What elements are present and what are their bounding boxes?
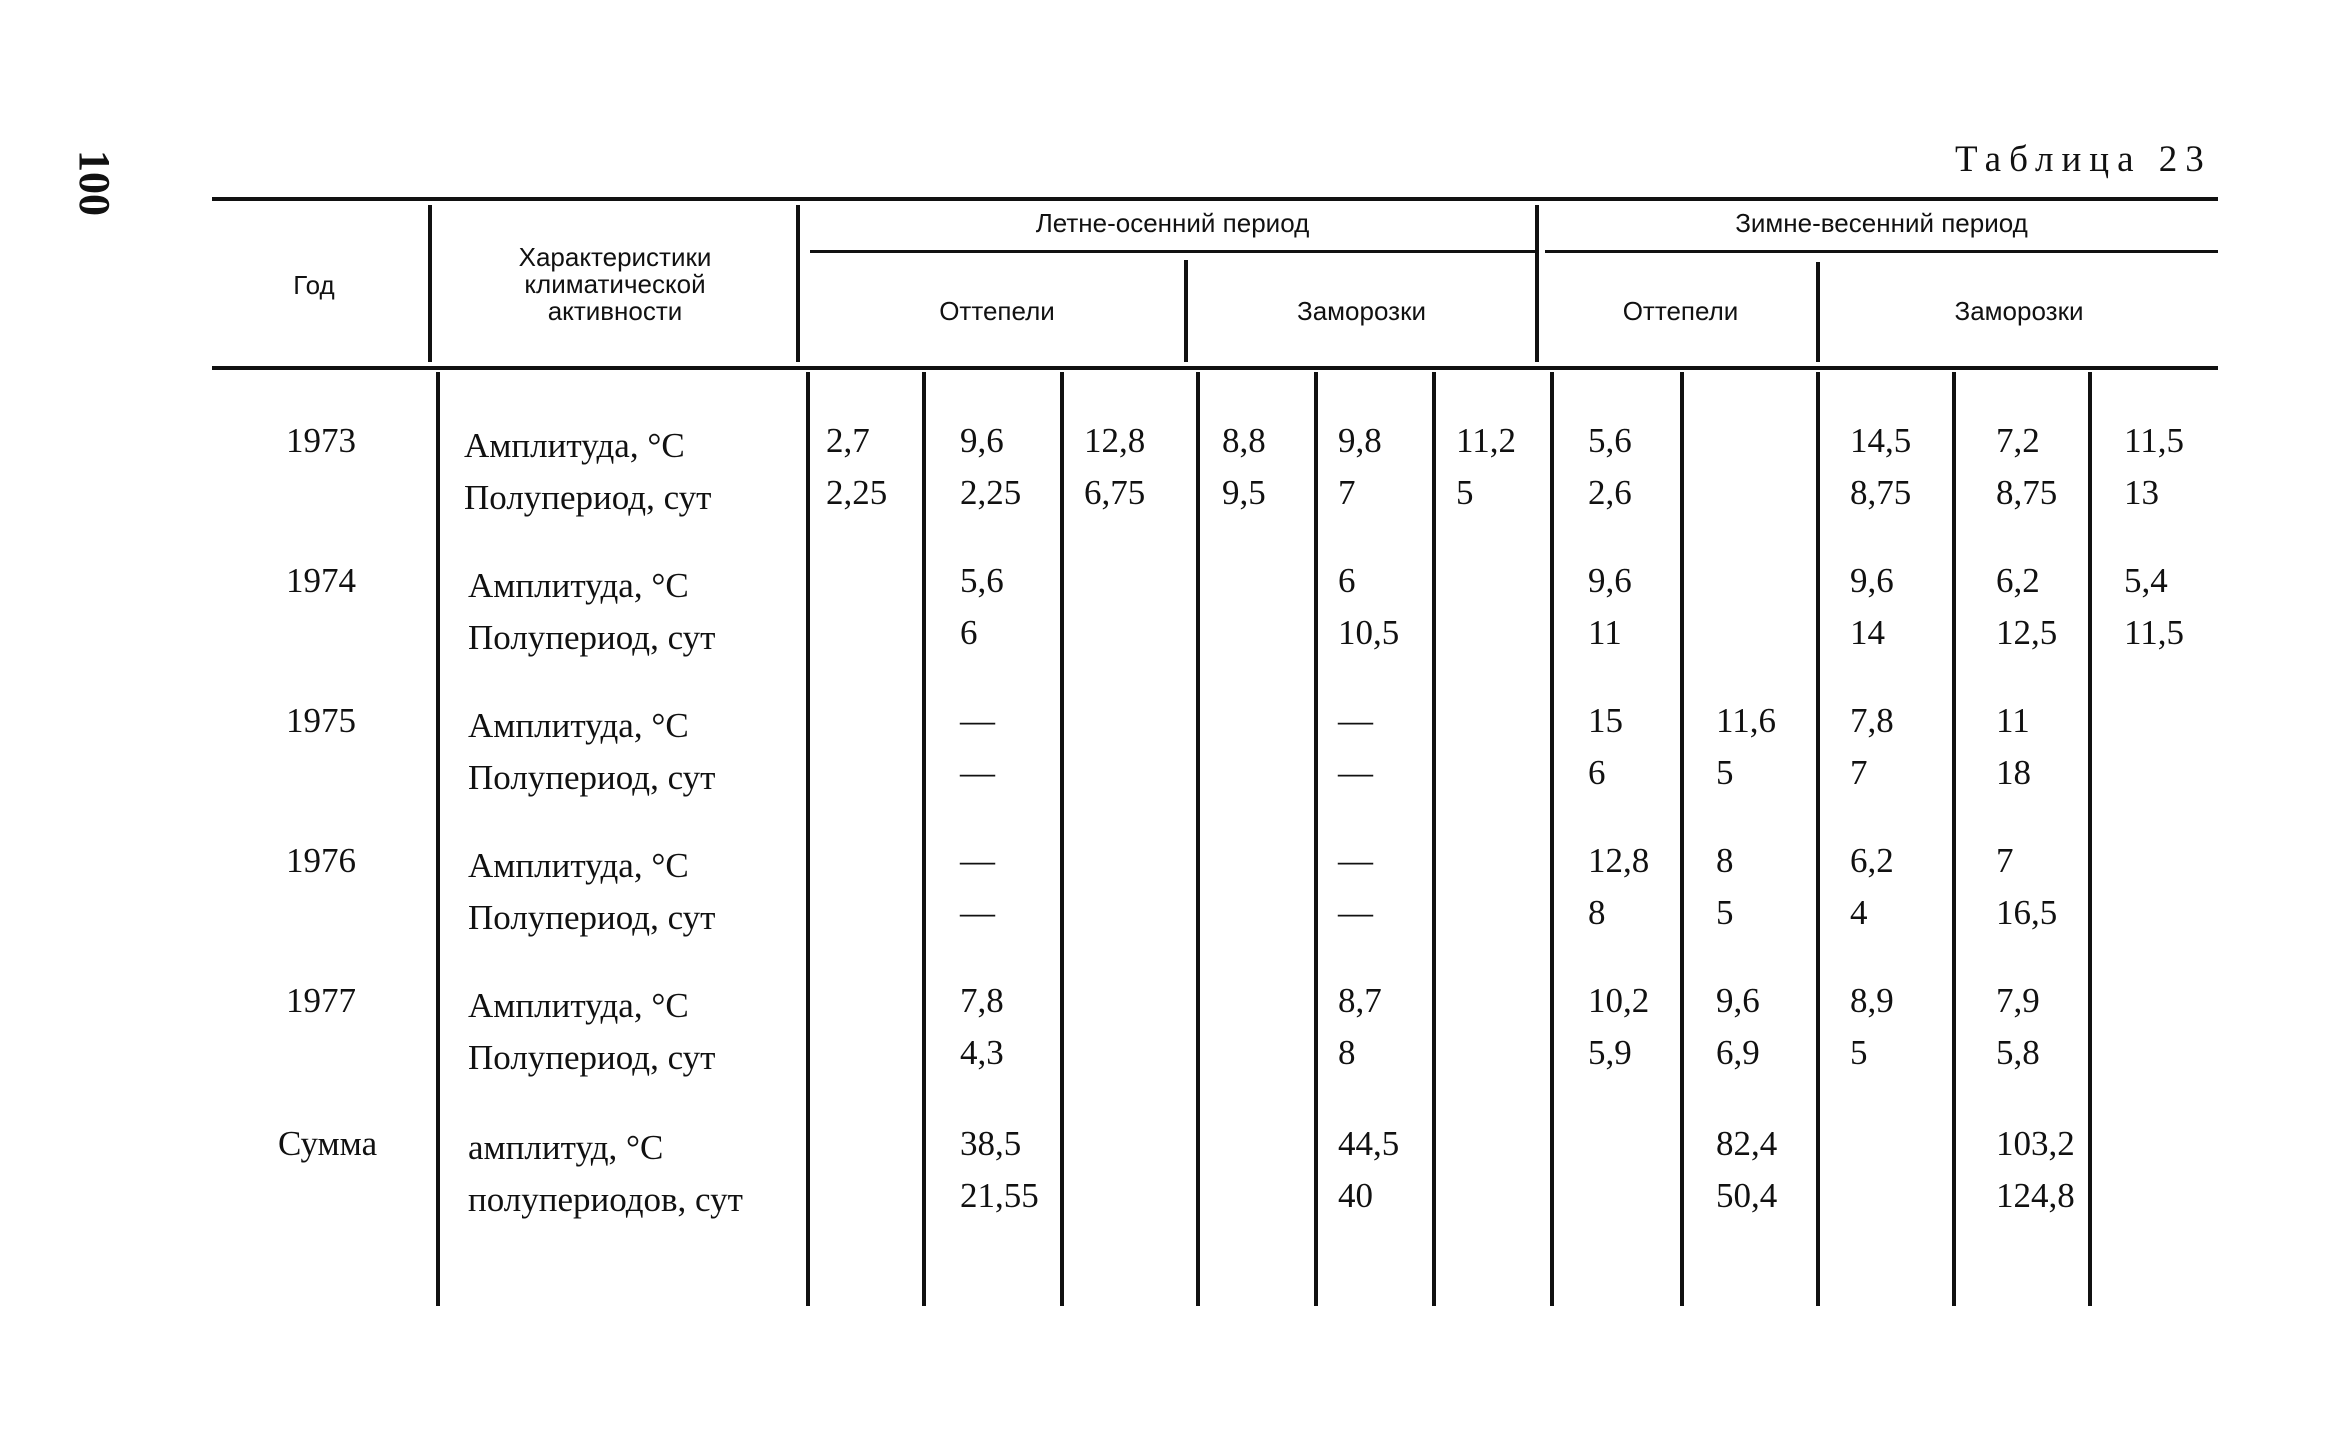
body-divider (1550, 372, 1554, 1306)
header-year: Год (293, 270, 335, 300)
characteristic-label: Амплитуда, °С (468, 566, 689, 605)
table-cell: — (960, 701, 995, 740)
table-cell: 9,6 (960, 421, 1004, 460)
table-cell: 2,6 (1588, 473, 1632, 512)
table-cell: 7,8 (1850, 701, 1894, 740)
body-divider (922, 372, 926, 1306)
table-cell: 7,9 (1996, 981, 2040, 1020)
table-cell: 12,8 (1588, 841, 1650, 880)
table-cell: 5 (1456, 473, 1474, 512)
table-cell: 5 (1850, 1033, 1868, 1072)
characteristic-label: Амплитуда, °С (468, 986, 689, 1025)
table-cell: 4,3 (960, 1033, 1004, 1072)
body-divider (2088, 372, 2092, 1306)
header-thaws-summer: Оттепели (939, 296, 1055, 326)
header-frosts-summer: Заморозки (1297, 296, 1426, 326)
table-cell: — (1338, 893, 1373, 932)
table-cell: 13 (2124, 473, 2159, 512)
table-cell: 103,2 (1996, 1124, 2075, 1163)
table-cell: 12,5 (1996, 613, 2058, 652)
subheader-rule-left (810, 250, 1535, 253)
body-divider (806, 372, 810, 1306)
header-divider (428, 205, 432, 362)
year-label: Сумма (278, 1124, 378, 1163)
body-divider (1680, 372, 1684, 1306)
table-cell: — (1338, 753, 1373, 792)
characteristic-label: Полупериод, сут (468, 1038, 716, 1077)
table-cell: 8,9 (1850, 981, 1894, 1020)
characteristic-label: Полупериод, сут (464, 478, 712, 517)
body-divider (1060, 372, 1064, 1306)
table-cell: 9,8 (1338, 421, 1382, 460)
table-cell: 8,7 (1338, 981, 1382, 1020)
table-cell: 124,8 (1996, 1176, 2075, 1215)
body-divider (1432, 372, 1436, 1306)
table-cell: 9,6 (1850, 561, 1894, 600)
table-cell: 11 (1996, 701, 2030, 740)
header-thaws-winter: Оттепели (1622, 296, 1739, 326)
header-bottom-rule (212, 366, 2218, 370)
page-number: 100 (70, 150, 119, 216)
body-divider (436, 372, 440, 1306)
table-cell: 5,9 (1588, 1033, 1632, 1072)
table-cell: 2,25 (960, 473, 1022, 512)
table-cell: 7,8 (960, 981, 1004, 1020)
table-cell: 10,2 (1588, 981, 1650, 1020)
table-cell: 11,6 (1716, 701, 1776, 740)
table-cell: 40 (1338, 1176, 1373, 1215)
table-caption: Таблица 23 (1955, 139, 2212, 180)
table-cell: 15 (1588, 701, 1623, 740)
table-cell: 11,2 (1456, 421, 1516, 460)
year-label: 1977 (286, 981, 356, 1020)
table-cell: 6 (1338, 561, 1356, 600)
characteristic-label: Полупериод, сут (468, 758, 716, 797)
body-divider (1816, 372, 1820, 1306)
table-cell: 6 (1588, 753, 1606, 792)
body-divider (1952, 372, 1956, 1306)
characteristic-label: Полупериод, сут (468, 898, 716, 937)
table-cell: 5,6 (960, 561, 1004, 600)
table-cell: 5 (1716, 893, 1734, 932)
body-divider (1314, 372, 1318, 1306)
table-cell: 5,4 (2124, 561, 2168, 600)
table-cell: 12,8 (1084, 421, 1146, 460)
top-rule (212, 197, 2218, 201)
characteristic-label: Амплитуда, °С (468, 706, 689, 745)
characteristic-label: Амплитуда, °С (468, 846, 689, 885)
table-cell: — (960, 841, 995, 880)
table-cell: 38,5 (960, 1124, 1022, 1163)
table-cell: 5,6 (1588, 421, 1632, 460)
table-cell: 8 (1716, 841, 1734, 880)
year-label: 1973 (286, 421, 356, 460)
table-cell: 8 (1588, 893, 1606, 932)
table-cell: 11 (1588, 613, 1622, 652)
table-cell: 6,2 (1850, 841, 1894, 880)
header-divider (796, 205, 800, 362)
header-summer-autumn: Летне-осенний период (1035, 208, 1310, 238)
table-cell: 7 (1996, 841, 2014, 880)
table-cell: 7 (1338, 473, 1356, 512)
header-characteristics: Характеристики климатической активности (518, 242, 712, 326)
table-cell: 5,8 (1996, 1033, 2040, 1072)
year-label: 1976 (286, 841, 356, 880)
year-label: 1974 (286, 561, 356, 600)
table-cell: 7,2 (1996, 421, 2040, 460)
table-cell: 8 (1338, 1033, 1356, 1072)
subheader-rule-right (1545, 250, 2218, 253)
table-cell: 2,25 (826, 473, 888, 512)
header-divider (1535, 205, 1539, 362)
table-cell: 11,5 (2124, 613, 2184, 652)
table-cell: 9,5 (1222, 473, 1266, 512)
header-frosts-winter: Заморозки (1954, 296, 2084, 326)
table-cell: — (1338, 841, 1373, 880)
body-divider (1196, 372, 1200, 1306)
characteristic-label: полупериодов, сут (468, 1180, 743, 1219)
table-cell: 9,6 (1716, 981, 1760, 1020)
table-cell: 10,5 (1338, 613, 1400, 652)
characteristic-label: Полупериод, сут (468, 618, 716, 657)
table-cell: 18 (1996, 753, 2031, 792)
table-cell: 21,55 (960, 1176, 1039, 1215)
table-cell: 7 (1850, 753, 1868, 792)
table-cell: 5 (1716, 753, 1734, 792)
characteristic-label: Амплитуда, °С (464, 426, 685, 465)
header-winter-spring: Зимне-весенний период (1735, 208, 2028, 238)
table-cell: 4 (1850, 893, 1868, 932)
table-cell: 50,4 (1716, 1176, 1778, 1215)
table-cell: — (1338, 701, 1373, 740)
table-cell: 16,5 (1996, 893, 2058, 932)
table-cell: 11,5 (2124, 421, 2184, 460)
table-cell: 14,5 (1850, 421, 1912, 460)
table-cell: 6 (960, 613, 978, 652)
table-cell: 8,75 (1996, 473, 2058, 512)
table-cell: 6,2 (1996, 561, 2040, 600)
table-cell: — (960, 893, 995, 932)
table-cell: 2,7 (826, 421, 870, 460)
table-cell: 6,9 (1716, 1033, 1760, 1072)
year-label: 1975 (286, 701, 356, 740)
table-cell: 8,75 (1850, 473, 1912, 512)
table-cell: 82,4 (1716, 1124, 1778, 1163)
table-cell: 8,8 (1222, 421, 1266, 460)
table-cell: 14 (1850, 613, 1885, 652)
table-cell: 44,5 (1338, 1124, 1400, 1163)
table-cell: — (960, 753, 995, 792)
characteristic-label: амплитуд, °С (468, 1128, 664, 1167)
table-cell: 9,6 (1588, 561, 1632, 600)
table-cell: 6,75 (1084, 473, 1146, 512)
